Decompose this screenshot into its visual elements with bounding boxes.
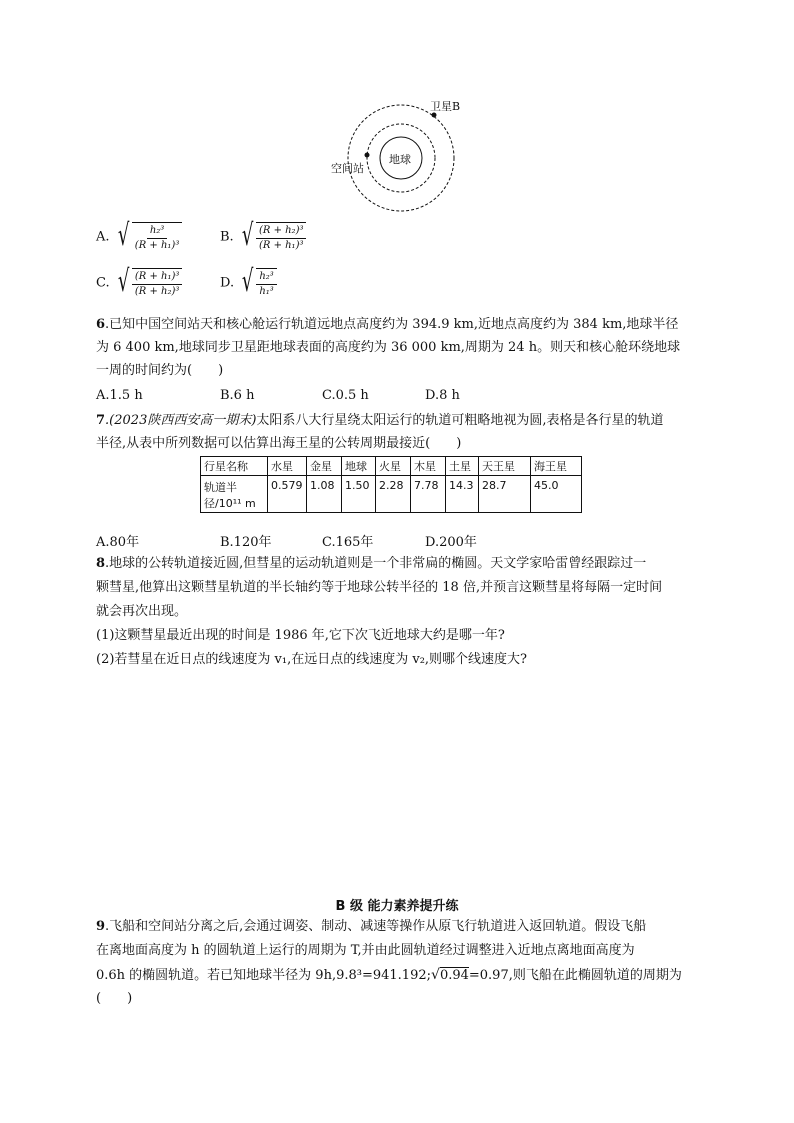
q8-line-3: 就会再次出现。 bbox=[96, 604, 188, 619]
q9-line-4: ( ) bbox=[96, 991, 133, 1006]
q6-line-1: 6.已知中国空间站天和核心舱运行轨道远地点高度约为 394.9 km,近地点高度约为 384 km,地球半径 bbox=[96, 317, 679, 332]
q8-line-2: 颗彗星,他算出这颗彗星轨道的半长轴约等于地球公转半径的 18 倍,并预言这颗彗星将每隔一定时间 bbox=[96, 580, 663, 595]
q9-line-1: 9.飞船和空间站分离之后,会通过调姿、制动、减速等操作从原飞行轨道进入返回轨道。假设飞船 bbox=[96, 919, 647, 934]
q6-option-a[interactable]: A.1.5 h bbox=[96, 388, 143, 403]
q8-sub-2: (2)若彗星在近日点的线速度为 v₁,在远日点的线速度为 v₂,则哪个线速度大? bbox=[96, 652, 528, 667]
station-dot bbox=[365, 153, 370, 158]
q9-line-3: 0.6h 的椭圆轨道。若已知地球半径为 9h,9.8³=941.192;√0.94=0.97,则飞船在此椭圆轨道的周期为 bbox=[96, 967, 682, 983]
q7-line-1: 7.(2023陕西西安高一期末)太阳系八大行星绕太阳运行的轨道可粗略地视为圆,表格是各行星的轨道 bbox=[96, 413, 664, 428]
q7-line-2: 半径,从表中所列数据可以估算出海王星的公转周期最接近( ) bbox=[96, 436, 462, 451]
table-row: 轨道半 径/10¹¹ m 0.579 1.08 1.50 2.28 7.78 14.3 28.7 45.0 bbox=[201, 476, 582, 513]
q7-source: .(2023陕西西安高一期末) bbox=[105, 413, 257, 428]
q8-sub-1: (1)这颗彗星最近出现的时间是 1986 年,它下次飞近地球大约是哪一年? bbox=[96, 628, 505, 643]
table-row: 行星名称 水星 金星 地球 火星 木星 土星 天王星 海王星 bbox=[201, 457, 582, 476]
q7-option-a[interactable]: A.80年 bbox=[96, 535, 140, 550]
section-title: B 级 能力素养提升练 bbox=[335, 899, 459, 914]
q5-option-a[interactable]: A. √ $\frac{\text{h₂³}}{\text{(R + h₁)³}}$ bbox=[96, 222, 182, 252]
planet-table bbox=[200, 456, 582, 513]
q6-option-d[interactable]: D.8 h bbox=[425, 388, 460, 403]
q6-option-b[interactable]: B.6 h bbox=[220, 388, 255, 403]
q6-option-c[interactable]: C.0.5 h bbox=[322, 388, 369, 403]
q6-line-3: 一周的时间约为( ) bbox=[96, 363, 224, 378]
q7-option-d[interactable]: D.200年 bbox=[425, 535, 477, 550]
q6-line-2: 为 6 400 km,地球同步卫星距地球表面的高度约为 36 000 km,周期为 24 h。则天和核心舱环绕地球 bbox=[96, 340, 681, 355]
q5-option-d[interactable]: D. √ $\frac{\text{h₂³}}{\text{h₁³}}$ bbox=[220, 268, 277, 298]
q7-option-c[interactable]: C.165年 bbox=[322, 535, 374, 550]
q5-option-c[interactable]: C. √ $\frac{\text{(R + h₁)³}}{\text{(R + h₂)³}}$ bbox=[96, 268, 182, 298]
q8-line-1: 8.地球的公转轨道接近圆,但彗星的运动轨道则是一个非常扁的椭圆。天文学家哈雷曾经跟踪过一 bbox=[96, 556, 647, 571]
station-label: 空间站 bbox=[331, 162, 364, 175]
q9-line-2: 在离地面高度为 h 的圆轨道上运行的周期为 T,并由此圆轨道经过调整进入近地点离地面高度为 bbox=[96, 943, 635, 958]
earth-label: 地球 bbox=[389, 153, 411, 166]
q7-option-b[interactable]: B.120年 bbox=[220, 535, 272, 550]
q5-option-b[interactable]: B. √ $\frac{\text{(R + h₂)³}}{\text{(R + h₁)³}}$ bbox=[220, 222, 306, 252]
satellite-label: 卫星B bbox=[430, 100, 461, 113]
